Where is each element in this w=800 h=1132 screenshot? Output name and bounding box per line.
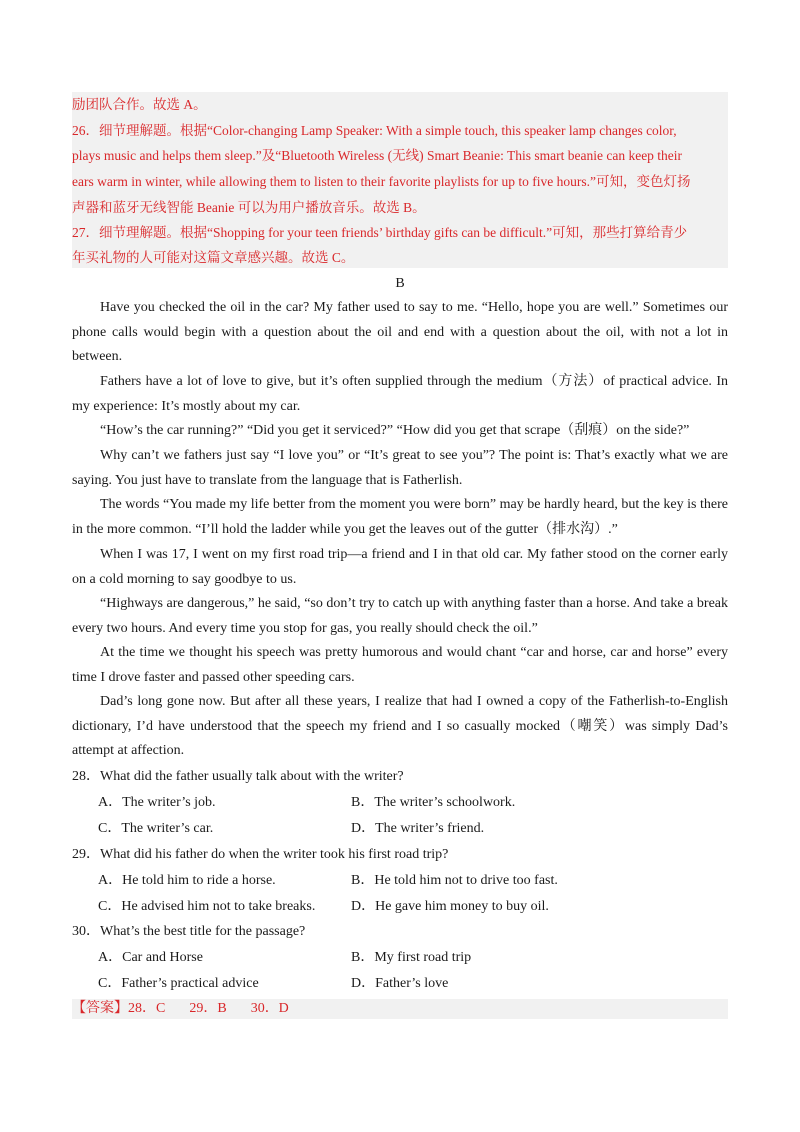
explanation-line: 声器和蓝牙无线智能 Beanie 可以为用户播放音乐。故选 B。 xyxy=(72,200,426,215)
answer-line xyxy=(72,1000,289,1018)
option-c: C．He advised him not to take breaks. xyxy=(98,899,316,914)
passage-paragraph: Have you checked the oil in the car? My father used to say to me. “Hello, hope you are well.” Sometimes our phone calls would begin with a question about the oil and end with a question about the oil, with not a lot in between. xyxy=(72,300,728,365)
passage-paragraph: The words “You made my life better from the moment you were born” may be hardly heard, but the key is there in the more common. “I’ll hold the ladder while you get the leaves out of the gutter（排水沟）.” xyxy=(72,497,728,537)
option-b: B．The writer’s schoolwork. xyxy=(351,795,516,810)
passage-paragraph: Dad’s long gone now. But after all these years, I realize that had I owned a copy of the Fatherlish-to-English dictionary, I’d have understood that the speech my friend and I so casually mocked（嘲笑）was simply Dad’s attempt at affection. xyxy=(72,694,728,759)
question-stem: 30．What’s the best title for the passage? xyxy=(72,924,306,939)
answer-item: 29．B xyxy=(189,1001,227,1016)
answer-label: 【答案】 xyxy=(72,1001,128,1016)
answer-item: 28．C xyxy=(128,1001,166,1016)
explanation-line: plays music and helps them sleep.”及“Bluetooth Wireless (无线) Smart Beanie: This smart beanie can keep their xyxy=(72,148,683,163)
option-d: D．The writer’s friend. xyxy=(351,821,485,836)
option-c: C．The writer’s car. xyxy=(98,821,214,836)
option-b: B．My first road trip xyxy=(351,950,472,965)
option-c: C．Father’s practical advice xyxy=(98,976,259,991)
explanation-line: ears warm in winter, while allowing them to listen to their favorite playlists for up to five hours.”可知，变色灯扬 xyxy=(72,174,691,189)
passage-paragraph: Fathers have a lot of love to give, but it’s often supplied through the medium（方法）of practical advice. In my experience: It’s mostly about my car. xyxy=(72,374,728,414)
question-stem: 29．What did his father do when the writer took his first road trip? xyxy=(72,847,449,862)
explanation-line: 年买礼物的人可能对这篇文章感兴趣。故选 C。 xyxy=(72,250,355,265)
passage-paragraph: When I was 17, I went on my first road trip—a friend and I in that old car. My father stood on the corner early on a cold morning to say goodbye to us. xyxy=(72,547,728,587)
explanation-line: 27．细节理解题。根据“Shopping for your teen friends’ birthday gifts can be difficult.”可知，那些打算给青少 xyxy=(72,225,688,240)
answer-item: 30．D xyxy=(250,1001,289,1016)
option-d: D．He gave him money to buy oil. xyxy=(351,899,549,914)
passage-paragraph: At the time we thought his speech was pretty humorous and would chant “car and horse, car and horse” every time I drove faster and passed other speeding cars. xyxy=(72,645,728,685)
option-b: B．He told him not to drive too fast. xyxy=(351,873,558,888)
passage-paragraph: “Highways are dangerous,” he said, “so don’t try to catch up with anything faster than a horse. And take a break every two hours. And every time you stop for gas, you really should check the oil.” xyxy=(72,596,728,636)
option-a: A．He told him to ride a horse. xyxy=(98,873,276,888)
section-heading: B xyxy=(395,276,405,291)
question-stem: 28．What did the father usually talk about with the writer? xyxy=(72,769,404,784)
explanation-line: 励团队合作。故选 A。 xyxy=(72,97,207,112)
option-a: A．The writer’s job. xyxy=(98,795,216,810)
passage-paragraph: “How’s the car running?” “Did you get it serviced?” “How did you get that scrape（刮痕）on the side?” xyxy=(100,423,690,438)
explanation-line: 26．细节理解题。根据“Color-changing Lamp Speaker: With a simple touch, this speaker lamp changes color, xyxy=(72,123,677,138)
passage-paragraph: Why can’t we fathers just say “I love you” or “It’s great to see you”? The point is: That’s exactly what we are saying. You just have to translate from the language that is Fatherlish. xyxy=(72,448,728,488)
option-d: D．Father’s love xyxy=(351,976,449,991)
option-a: A．Car and Horse xyxy=(98,950,203,965)
